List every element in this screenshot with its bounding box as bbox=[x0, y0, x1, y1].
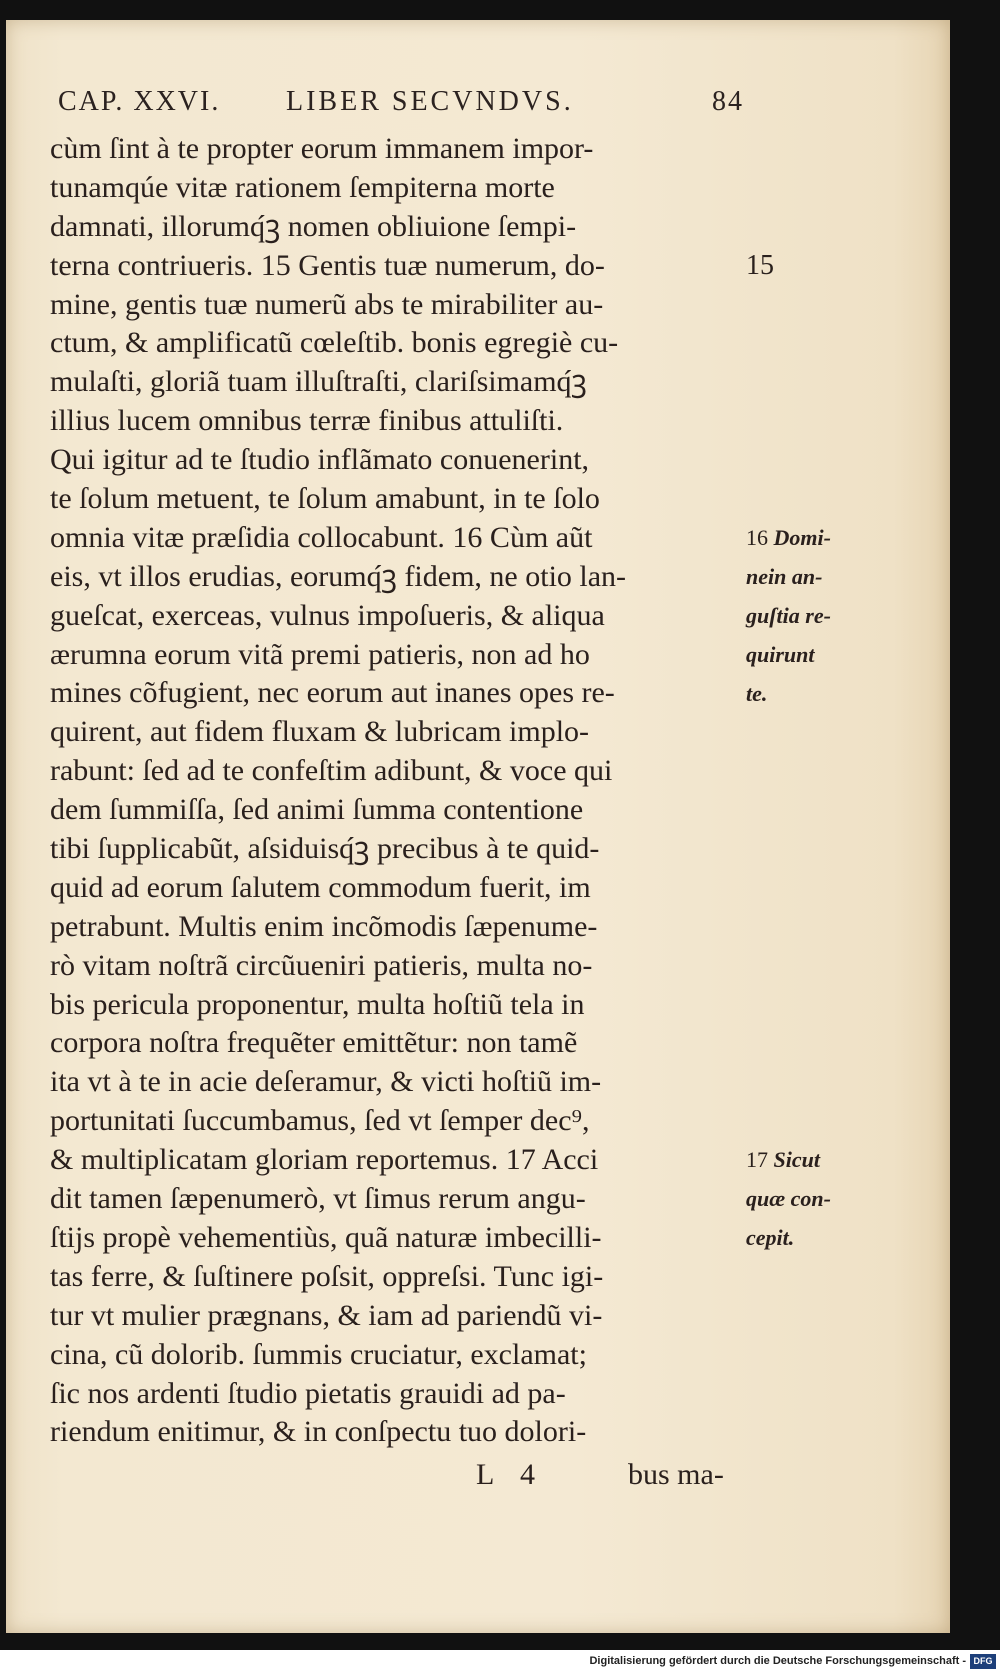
text-line: te ſolum metuent, te ſolum amabunt, in te ſolo bbox=[50, 482, 600, 516]
text-line: dem ſummiſſa, ſed animi ſumma contentione bbox=[50, 793, 584, 827]
book-page bbox=[6, 20, 950, 1633]
signature-number: 4 bbox=[520, 1458, 535, 1491]
funding-credit: Digitalisierung gefördert durch die Deutsche Forschungsgemeinschaft - bbox=[589, 1655, 966, 1667]
text-line: petrabunt. Multis enim incõmodis ſæpenume- bbox=[50, 909, 598, 943]
text-line: cina, cũ dolorib. ſummis cruciatur, exclamat; bbox=[50, 1337, 587, 1371]
margin-note-text: quæ con- bbox=[746, 1186, 831, 1212]
text-line: gueſcat, exerceas, vulnus impoſueris, & aliqua bbox=[50, 598, 605, 632]
main-text-block bbox=[50, 130, 770, 1452]
text-line: tunamqúe vitæ rationem ſempiterna morte bbox=[50, 170, 555, 204]
margin-note bbox=[746, 675, 767, 714]
text-line: ſtijs propè vehementiùs, quã naturæ imbecilli- bbox=[50, 1220, 602, 1254]
text-line: tur vt mulier prægnans, & iam ad pariendũ vi- bbox=[50, 1298, 603, 1332]
margin-note-text: nein an- bbox=[746, 563, 823, 589]
text-line: ita vt à te in acie deſeramur, & victi hoſtiũ im- bbox=[50, 1065, 602, 1099]
margin-note-text: Sicut bbox=[773, 1147, 820, 1173]
margin-note-number: 16 bbox=[746, 525, 768, 550]
text-line: rabunt: ſed ad te confeſtim adibunt, & voce qui bbox=[50, 754, 613, 788]
margin-note bbox=[746, 519, 831, 558]
text-line: mines cõfugient, nec eorum aut inanes opes re- bbox=[50, 676, 615, 710]
text-line: quirent, aut fidem fluxam & lubricam implo- bbox=[50, 715, 590, 749]
margin-note bbox=[746, 636, 815, 675]
text-line: eis, vt illos erudias, eorumq́ꝫ fidem, ne otio lan- bbox=[50, 559, 627, 593]
text-line: terna contriueris. 15 Gentis tuæ numerum, do- bbox=[50, 248, 605, 282]
text-line: riendum enitimur, & in conſpectu tuo dolori- bbox=[50, 1415, 587, 1449]
text-line: omnia vitæ præſidia collocabunt. 16 Cùm aũt bbox=[50, 520, 593, 554]
text-line: tibi ſupplicabũt, aſsiduisq́ꝫ precibus à te quid- bbox=[50, 832, 600, 866]
catchword: bus ma- bbox=[628, 1458, 724, 1491]
margin-note bbox=[746, 1219, 794, 1258]
text-line: Qui igitur ad te ſtudio inflãmato conuenerint, bbox=[50, 443, 590, 477]
text-line: corpora noſtra frequẽter emittẽtur: non tamẽ bbox=[50, 1026, 578, 1060]
text-line: quid ad eorum ſalutem commodum fuerit, im bbox=[50, 870, 591, 904]
text-line: ctum, & amplificatũ cœleſtib. bonis egregiè cu- bbox=[50, 326, 619, 360]
chapter-heading: CAP. XXVI. bbox=[58, 86, 221, 117]
text-line: & multiplicatam gloriam reportemus. 17 Acci bbox=[50, 1143, 599, 1177]
margin-note-text: quirunt bbox=[746, 641, 815, 667]
text-line: ſic nos ardenti ſtudio pietatis grauidi ad pa- bbox=[50, 1376, 566, 1410]
margin-note bbox=[746, 247, 774, 287]
margin-note-text: te. bbox=[746, 680, 768, 706]
text-line: portunitati ſuccumbamus, ſed vt ſemper dec⁹, bbox=[50, 1104, 590, 1138]
dfg-logo: DFG bbox=[970, 1654, 996, 1669]
text-line: mulaſti, gloriã tuam illuſtraſti, clariſsimamq́ꝫ bbox=[50, 365, 587, 399]
text-line: ærumna eorum vitã premi patieris, non ad ho bbox=[50, 637, 590, 671]
margin-note bbox=[746, 558, 822, 597]
text-line: dit tamen ſæpenumerò, vt ſimus rerum angu- bbox=[50, 1182, 586, 1216]
text-line: mine, gentis tuæ numerũ abs te mirabiliter au- bbox=[50, 287, 604, 321]
margin-note-text: guſtia re- bbox=[746, 602, 831, 628]
signature-mark: L bbox=[476, 1458, 495, 1491]
margin-note-number: 17 bbox=[746, 1147, 768, 1173]
folio-number: 84 bbox=[712, 86, 744, 117]
text-line: rò vitam noſtrã circũueniri patieris, multa no- bbox=[50, 948, 593, 982]
margin-note bbox=[746, 597, 831, 636]
margin-note-text: Domi- bbox=[773, 525, 831, 550]
text-line: illius lucem omnibus terræ finibus attuliſti. bbox=[50, 404, 564, 438]
text-line: bis pericula proponentur, multa hoſtiũ tela in bbox=[50, 987, 585, 1021]
margin-note bbox=[746, 1180, 831, 1219]
text-line: cùm ſint à te propter eorum immanem impor- bbox=[50, 132, 594, 165]
running-head bbox=[58, 86, 758, 126]
margin-note-number: 15 bbox=[746, 249, 774, 281]
margin-note-text: cepit. bbox=[746, 1225, 795, 1251]
text-line: damnati, illorumq́ꝫ nomen obliuione ſempi- bbox=[50, 209, 577, 243]
text-line: tas ferre, & ſuſtinere poſsit, oppreſsi. Tunc igi- bbox=[50, 1259, 604, 1293]
margin-note bbox=[746, 1141, 820, 1180]
book-title: LIBER SECVNDVS. bbox=[286, 86, 574, 117]
digitization-footer bbox=[0, 1650, 1000, 1676]
